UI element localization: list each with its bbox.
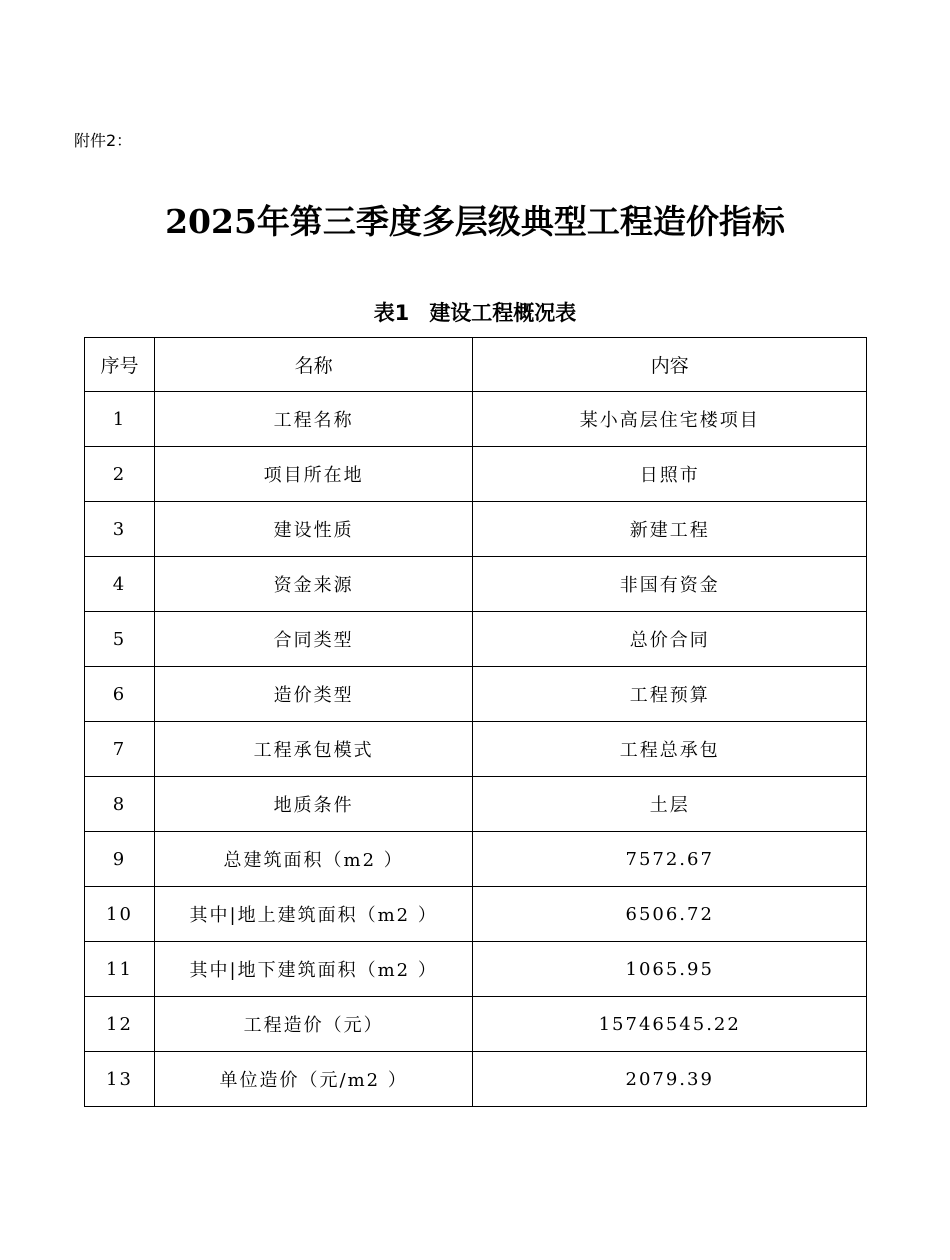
- row-content: 非国有资金: [473, 557, 867, 612]
- row-name: 资金来源: [154, 557, 473, 612]
- table-caption: [0, 297, 950, 327]
- row-name: 其中|地上建筑面积（m2 ）: [154, 887, 473, 942]
- table-row: [85, 447, 867, 502]
- row-index: 10: [85, 887, 155, 942]
- row-content: 工程预算: [473, 667, 867, 722]
- row-index: 9: [85, 832, 155, 887]
- table-row: [85, 722, 867, 777]
- row-content: 15746545.22: [473, 997, 867, 1052]
- row-content: 某小高层住宅楼项目: [473, 392, 867, 447]
- row-index: 7: [85, 722, 155, 777]
- row-name: 合同类型: [154, 612, 473, 667]
- row-content: 2079.39: [473, 1052, 867, 1107]
- row-index: 2: [85, 447, 155, 502]
- row-index: 13: [85, 1052, 155, 1107]
- row-name: 单位造价（元/m2 ）: [154, 1052, 473, 1107]
- row-content: 1065.95: [473, 942, 867, 997]
- table-row: [85, 557, 867, 612]
- document-title: 2025年第三季度多层级典型工程造价指标: [165, 202, 785, 241]
- table-number: 表1: [373, 301, 410, 325]
- header-index: 序号: [85, 338, 155, 392]
- row-index: 6: [85, 667, 155, 722]
- row-index: 1: [85, 392, 155, 447]
- row-content: 7572.67: [473, 832, 867, 887]
- row-name: 工程承包模式: [154, 722, 473, 777]
- table-row: [85, 887, 867, 942]
- row-content: 6506.72: [473, 887, 867, 942]
- row-name: 其中|地下建筑面积（m2 ）: [154, 942, 473, 997]
- table-name: 建设工程概况表: [429, 301, 577, 325]
- row-content: 日照市: [473, 447, 867, 502]
- row-content: 新建工程: [473, 502, 867, 557]
- table-row: [85, 1052, 867, 1107]
- row-name: 项目所在地: [154, 447, 473, 502]
- row-index: 11: [85, 942, 155, 997]
- row-index: 8: [85, 777, 155, 832]
- row-index: 5: [85, 612, 155, 667]
- table-header-row: [85, 338, 867, 392]
- row-content: 总价合同: [473, 612, 867, 667]
- table-row: [85, 502, 867, 557]
- row-name: 建设性质: [154, 502, 473, 557]
- row-index: 4: [85, 557, 155, 612]
- row-content: 土层: [473, 777, 867, 832]
- table-row: [85, 777, 867, 832]
- header-name: 名称: [154, 338, 473, 392]
- table-row: [85, 832, 867, 887]
- row-index: 12: [85, 997, 155, 1052]
- table-row: [85, 942, 867, 997]
- row-name: 总建筑面积（m2 ）: [154, 832, 473, 887]
- row-name: 工程名称: [154, 392, 473, 447]
- row-name: 地质条件: [154, 777, 473, 832]
- table-row: [85, 997, 867, 1052]
- header-content: 内容: [473, 338, 867, 392]
- row-index: 3: [85, 502, 155, 557]
- attachment-label: 附件2：: [74, 131, 133, 150]
- table-row: [85, 392, 867, 447]
- table-row: [85, 667, 867, 722]
- row-content: 工程总承包: [473, 722, 867, 777]
- table-row: [85, 612, 867, 667]
- row-name: 造价类型: [154, 667, 473, 722]
- project-overview-table: [84, 337, 867, 1107]
- row-name: 工程造价（元）: [154, 997, 473, 1052]
